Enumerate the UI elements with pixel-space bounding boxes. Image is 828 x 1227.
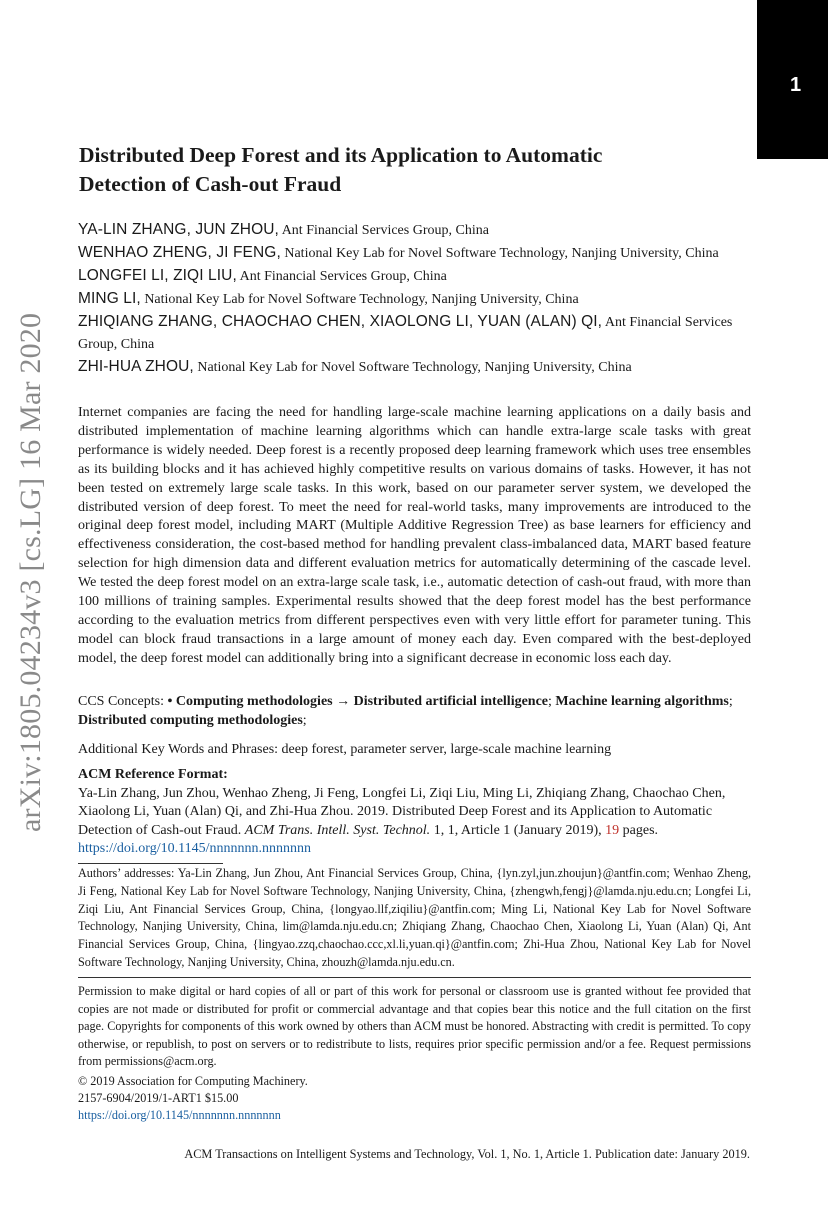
page-number-tab [757, 0, 828, 159]
author-list [78, 219, 758, 379]
ccs-concept: Distributed computing methodologies [78, 713, 303, 728]
paper-title [79, 141, 749, 199]
ccs-end: ; [302, 713, 307, 728]
author-names: WENHAO ZHENG, JI FENG, [78, 244, 281, 261]
reference-text: pages. [619, 822, 659, 838]
acm-reference-format [78, 766, 753, 859]
author-affiliation: National Key Lab for Novel Software Technology, Nanjing University, China [197, 360, 632, 375]
page-number: 1 [790, 74, 802, 96]
permission-notice: Permission to make digital or hard copies of all or part of this work for personal or classroom use is granted without fee provided that copies are not made or distributed for profit or commercial advantage and that copies bear this notice and the full citation on the first page. Copyrights for components of this work owned by others than ACM must be honored. Abstracting with credit is permitted. To copy otherwise, or republish, to post on servers or to redistribute to lists, requires prior specific permission and/or a fee. Request permissions from permissions@acm.org. [78, 984, 751, 1069]
author-affiliation: National Key Lab for Novel Software Technology, Nanjing University, China [144, 292, 579, 307]
issn-line: 2157-6904/2019/1-ART1 $15.00 [78, 1091, 239, 1105]
journal-name: ACM Trans. Intell. Syst. Technol. [244, 822, 431, 838]
authors-addresses: Authors’ addresses: Ya-Lin Zhang, Jun Zhou, Ant Financial Services Group, China, {lyn.zyl,jun.zhoujun}@antfin.com; Wenhao Zheng, Ji Feng, National Key Lab for Novel Software Technology, Nanjing University, China, {zhengwh,fengj}@lamda.nju.edu.cn; Longfei Li, Ziqi Liu, Ant Financial Services Group, China, {longyao.llf,ziqiliu}@antfin.com; Ming Li, National Key Lab for Novel Software Technology, Nanjing University, China, lim@lamda.nju.edu.cn; Zhiqiang Zhang, Chaochao Chen, Xiaolong Li, Yuan (Alan) Qi, Ant Financial Services Group, China, {lingyao.zzq,chaochao.ccc,xl.li,yuan.qi}@antfin.com; Zhi-Hua Zhou, National Key Lab for Novel Software Technology, Nanjing University, China, zhouzh@lamda.nju.edu.cn. [78, 866, 751, 969]
arxiv-stamp: arXiv:1805.04234v3 [cs.LG] 16 Mar 2020 [14, 312, 47, 832]
author-names: MING LI, [78, 290, 141, 307]
keywords: Additional Key Words and Phrases: deep forest, parameter server, large-scale machine learning [78, 742, 612, 757]
reference-text: Ya-Lin Zhang, Jun Zhou, Wenhao Zheng, Ji Feng, Longfei Li, Ziqi Liu, Ming Li, Zhiqiang Zhang, Chaochao Chen, Xiaolong Li, Yuan (Alan) Qi, and Zhi-Hua Zhou. 2019. Distributed Deep Forest and its Application to Automatic Detection of Cash-out Fraud. [78, 785, 726, 838]
abstract: Internet companies are facing the need for handling large-scale machine learning applications on a daily basis and distributed implementation of machine learning algorithms which can handle extra-large scale tasks with great performance is widely needed. Deep forest is a recently proposed deep learning framework which uses tree ensembles as its building blocks and it has achieved highly competitive results on various domains of tasks. However, it has not been tested on extremely large scale tasks. In this work, based on our parameter server system, we developed the distributed version of deep forest. To meet the need for real-world tasks, many improvements are introduced to the original deep forest model, including MART (Multiple Additive Regression Tree) as base learners for efficiency and effectiveness consideration, the cost-based method for handling prevalent class-imbalanced data, MART based feature selection for high dimension data and different evaluation metrics for automatically determining of the cascade level. We tested the deep forest model on an extra-large scale task, i.e., automatic detection of cash-out fraud, with more than 100 millions of training samples. Experimental results showed that the deep forest model has the best performance according to the evaluation metrics from different perspectives even with very little effort for parameter tuning. This model can block fraud transactions in a large amount of money each day. Even compared with the best-deployed model, the deep forest model can additionally bring into a significant decrease in economic loss each day. [78, 404, 751, 666]
acm-reference-text [78, 785, 753, 859]
author-names: ZHI-HUA ZHOU, [78, 358, 194, 375]
author-affiliation: Ant Financial Services Group, China [281, 223, 489, 238]
journal-footer: ACM Transactions on Intelligent Systems and Technology, Vol. 1, No. 1, Article 1. Publication date: January 2019. [184, 1147, 750, 1161]
author-line [78, 219, 758, 242]
author-line [78, 242, 758, 265]
ccs-concepts [78, 692, 758, 730]
title-line-2: Detection of Cash-out Fraud [79, 172, 342, 196]
author-line [78, 311, 758, 356]
author-line [78, 265, 758, 288]
author-affiliation: National Key Lab for Novel Software Technology, Nanjing University, China [284, 246, 719, 261]
author-line [78, 356, 758, 379]
reference-text: 1, 1, Article 1 (January 2019), [430, 822, 606, 838]
title-line-1: Distributed Deep Forest and its Application to Automatic [79, 143, 603, 167]
page-count-link[interactable]: 19 [605, 822, 620, 838]
ccs-separator: ; [548, 694, 556, 709]
acm-reference-heading: ACM Reference Format: [78, 767, 228, 782]
footer-doi-link[interactable]: https://doi.org/10.1145/nnnnnnn.nnnnnnn [78, 1108, 281, 1122]
ccs-label: CCS Concepts: [78, 694, 168, 709]
ccs-separator: ; [728, 694, 733, 709]
author-affiliation: Ant Financial Services Group, China [239, 269, 447, 284]
footnote-rule [78, 863, 223, 864]
author-names: LONGFEI LI, ZIQI LIU, [78, 267, 237, 284]
ccs-concept: Machine learning algorithms [555, 694, 729, 709]
author-line [78, 288, 758, 311]
author-names: YA-LIN ZHANG, JUN ZHOU, [78, 221, 279, 238]
ccs-bullet: • [167, 694, 176, 709]
author-affiliation: Ant Financial Services Group, China [78, 315, 733, 352]
permission-rule [78, 977, 751, 978]
copyright-line: © 2019 Association for Computing Machinery. [78, 1074, 308, 1088]
author-names: ZHIQIANG ZHANG, CHAOCHAO CHEN, XIAOLONG LI, YUAN (ALAN) QI, [78, 313, 603, 330]
ccs-concept: Computing methodologies → Distributed artificial intelligence [175, 694, 549, 709]
doi-link[interactable]: https://doi.org/10.1145/nnnnnnn.nnnnnnn [78, 841, 311, 856]
